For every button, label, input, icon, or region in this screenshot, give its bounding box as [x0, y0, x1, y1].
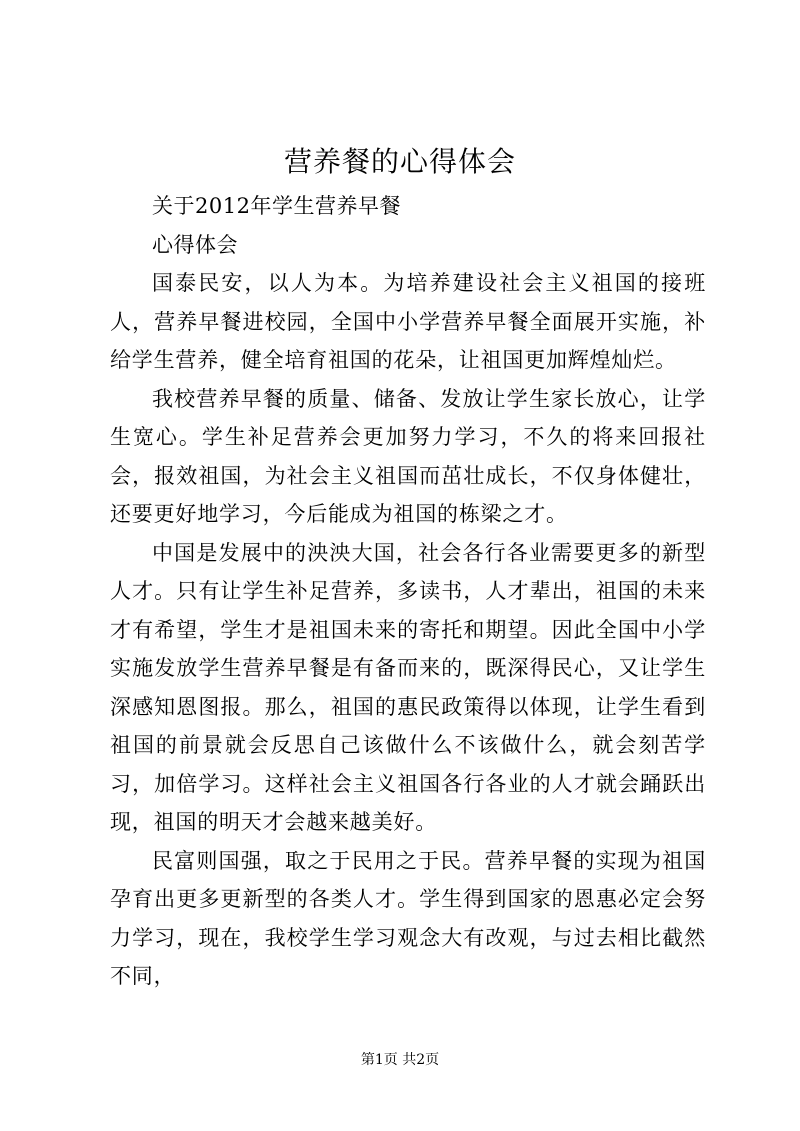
page-number-info: 第1页 共2页 — [360, 1052, 440, 1068]
paragraph-2: 我校营养早餐的质量、储备、发放让学生家长放心，让学生宽心。学生补足营养会更加努力学习，不久的将来回报社会，报效祖国，为社会主义祖国而茁壮成长，不仅身体健壮，还要更好地学习，今后能成为祖国的栋梁之才。 — [110, 386, 706, 526]
subtitle-line-1: 关于2012年学生营养早餐 — [152, 194, 401, 218]
document-body — [110, 187, 706, 996]
page-footer — [0, 1050, 800, 1070]
paragraph-3: 中国是发展中的泱泱大国，社会各行各业需要更多的新型人才。只有让学生补足营养，多读书，人才辈出，祖国的未来才有希望，学生才是祖国未来的寄托和期望。因此全国中小学实施发放学生营养早餐是有备而来的，既深得民心，又让学生深感知恩图报。那么，祖国的惠民政策得以体现，让学生看到祖国的前景就会反思自己该做什么不该做什么，就会刻苦学习，加倍学习。这样社会主义祖国各行各业的人才就会踊跃出现，祖国的明天才会越来越美好。 — [110, 540, 706, 834]
subtitle-line-2: 心得体会 — [152, 232, 238, 257]
paragraph-1: 国泰民安，以人为本。为培养建设社会主义祖国的接班人，营养早餐进校园，全国中小学营养早餐全面展开实施，补给学生营养，健全培育祖国的花朵，让祖国更加辉煌灿烂。 — [110, 271, 706, 372]
paragraph-4: 民富则国强，取之于民用之于民。营养早餐的实现为祖国孕育出更多更新型的各类人才。学生得到国家的恩惠必定会努力学习，现在，我校学生学习观念大有改观，与过去相比截然不同， — [110, 848, 706, 988]
document-title: 营养餐的心得体会 — [283, 145, 516, 178]
